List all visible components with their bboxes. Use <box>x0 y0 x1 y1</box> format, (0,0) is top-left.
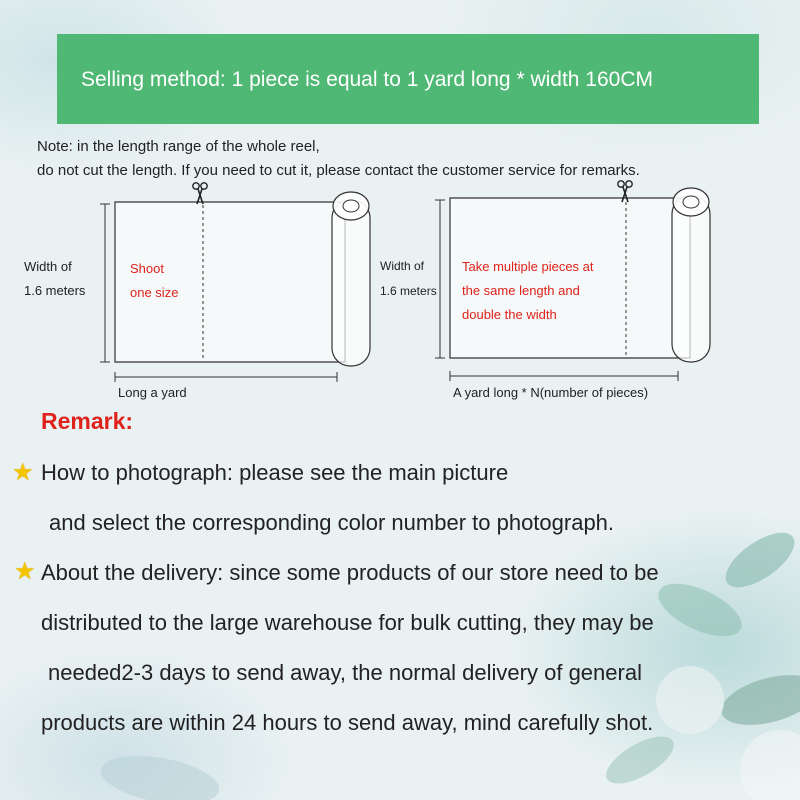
right-inside-line-1: Take multiple pieces at <box>462 259 594 274</box>
remark-item2-line3: needed2-3 days to send away, the normal delivery of general <box>48 660 642 685</box>
right-length-label: A yard long * N(number of pieces) <box>453 385 649 400</box>
left-width-label-1: Width of <box>24 259 72 274</box>
star-icon: ★ <box>14 558 36 585</box>
left-length-label: Long a yard <box>118 385 187 400</box>
star-icon: ★ <box>12 459 34 486</box>
right-inside-line-3: double the width <box>462 307 557 322</box>
right-inside-line-2: the same length and <box>462 283 580 298</box>
right-width-label-2: 1.6 meters <box>380 284 437 298</box>
left-scissors-icon <box>193 183 207 204</box>
note-line-1: Note: in the length range of the whole reel, <box>37 138 320 155</box>
remark-item2-line4: products are within 24 hours to send away, mind carefully shot. <box>41 710 654 735</box>
banner-text: Selling method: 1 piece is equal to 1 yard long * width 160CM <box>81 68 654 91</box>
left-inside-line-1: Shoot <box>130 261 164 276</box>
remark-item2-line2: distributed to the large warehouse for bulk cutting, they may be <box>41 610 654 635</box>
remark-title: Remark: <box>41 408 134 434</box>
remark-item2-line1: About the delivery: since some products of our store need to be <box>41 560 659 585</box>
remark-item1-line2: and select the corresponding color number to photograph. <box>49 510 615 535</box>
right-width-label-1: Width of <box>380 259 425 273</box>
remark-item1-line1: How to photograph: please see the main picture <box>41 460 509 485</box>
left-width-label-2: 1.6 meters <box>24 283 86 298</box>
note-line-2: do not cut the length. If you need to cut it, please contact the customer service for remarks. <box>37 162 640 179</box>
left-inside-line-2: one size <box>130 285 179 300</box>
